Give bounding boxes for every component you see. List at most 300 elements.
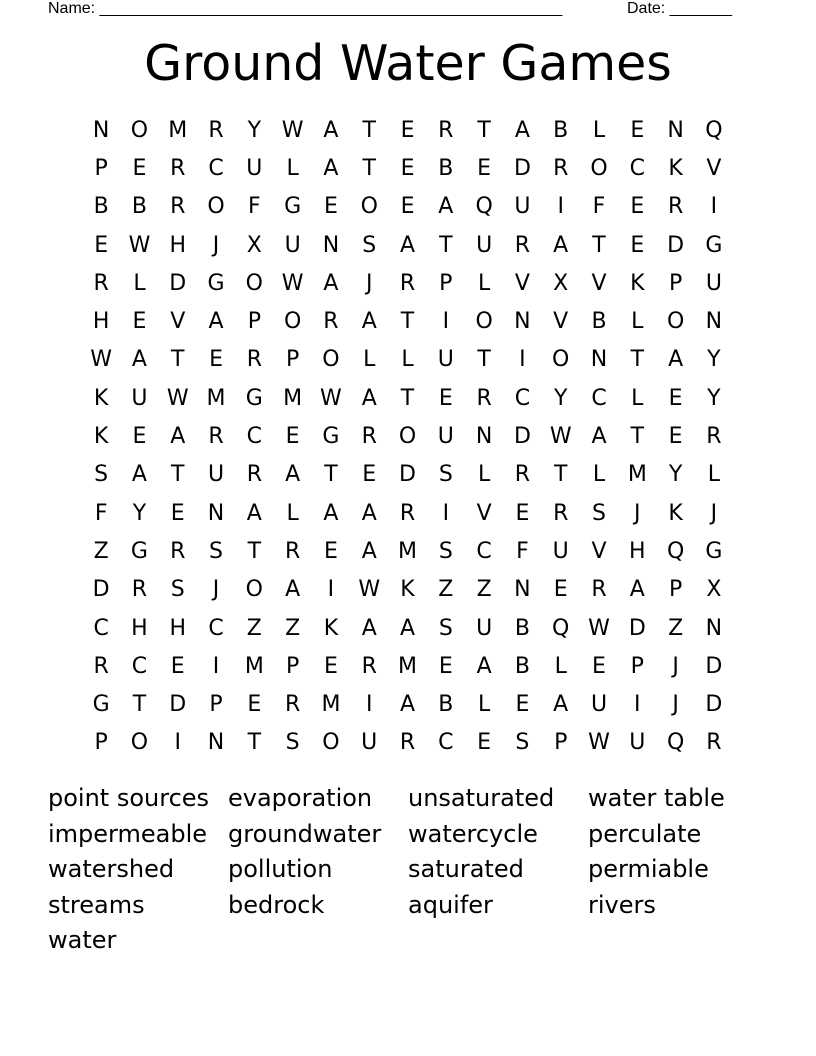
grid-letter[interactable]: A: [131, 347, 147, 373]
grid-letter[interactable]: A: [131, 462, 147, 488]
grid-letter[interactable]: I: [634, 692, 641, 718]
grid-letter[interactable]: A: [361, 385, 377, 411]
grid-letter[interactable]: L: [133, 270, 146, 296]
header: [0, 0, 816, 20]
grid-letter[interactable]: N: [590, 347, 608, 373]
grid-letter[interactable]: D: [705, 692, 723, 718]
grid-letter[interactable]: L: [592, 462, 606, 488]
grid-letter[interactable]: C: [514, 385, 531, 411]
grid-letter[interactable]: G: [705, 538, 723, 564]
grid-letter[interactable]: S: [515, 730, 530, 756]
grid-letter[interactable]: T: [630, 347, 645, 373]
grid-letter[interactable]: H: [131, 615, 148, 641]
grid-letter[interactable]: B: [93, 194, 109, 220]
grid-letter[interactable]: Z: [285, 615, 301, 641]
grid-letter[interactable]: L: [554, 653, 567, 679]
grid-letter[interactable]: E: [132, 424, 147, 450]
grid-letter[interactable]: P: [554, 730, 568, 756]
grid-letter[interactable]: S: [592, 500, 606, 526]
grid-letter[interactable]: L: [286, 155, 299, 181]
grid-letter[interactable]: T: [400, 309, 415, 335]
grid-letter[interactable]: L: [286, 500, 299, 526]
grid-letter[interactable]: W: [128, 232, 151, 258]
grid-letter[interactable]: B: [591, 309, 607, 335]
grid-letter[interactable]: C: [591, 385, 607, 411]
grid-letter[interactable]: G: [92, 692, 110, 718]
grid-letter[interactable]: E: [668, 424, 683, 450]
grid-letter[interactable]: G: [322, 424, 340, 450]
grid-letter[interactable]: A: [285, 577, 301, 603]
grid-letter[interactable]: A: [361, 309, 377, 335]
grid-letter[interactable]: C: [93, 615, 109, 641]
grid-letter[interactable]: G: [207, 270, 225, 296]
grid-letter[interactable]: Z: [93, 538, 109, 564]
grid-letter[interactable]: E: [477, 730, 492, 756]
grid-letter[interactable]: E: [553, 577, 568, 603]
grid-letter[interactable]: O: [322, 347, 340, 373]
grid-letter[interactable]: T: [553, 462, 568, 488]
grid-letter[interactable]: A: [668, 347, 684, 373]
grid-letter[interactable]: V: [170, 309, 186, 335]
grid-letter[interactable]: R: [361, 424, 377, 450]
grid-letter[interactable]: L: [477, 270, 491, 296]
grid-letter[interactable]: P: [668, 577, 683, 603]
grid-letter[interactable]: D: [92, 577, 110, 603]
grid-letter[interactable]: A: [323, 270, 339, 296]
grid-letter[interactable]: W: [90, 347, 113, 373]
grid-letter[interactable]: M: [321, 692, 341, 718]
grid-letter[interactable]: W: [549, 424, 572, 450]
grid-letter[interactable]: A: [629, 577, 645, 603]
grid-letter[interactable]: E: [94, 232, 109, 258]
grid-letter[interactable]: T: [477, 347, 491, 373]
grid-letter[interactable]: I: [519, 347, 526, 373]
grid-letter[interactable]: Y: [247, 117, 262, 143]
word-list-item: permiable: [588, 855, 709, 883]
grid-letter[interactable]: R: [170, 155, 186, 181]
grid-letter[interactable]: I: [365, 692, 373, 718]
grid-letter[interactable]: T: [171, 347, 185, 373]
grid-letter[interactable]: O: [130, 730, 149, 756]
grid-letter[interactable]: P: [94, 730, 108, 756]
grid-letter[interactable]: N: [514, 309, 531, 335]
grid-letter[interactable]: I: [442, 500, 450, 526]
grid-letter[interactable]: Z: [476, 577, 492, 603]
grid-letter[interactable]: R: [438, 117, 454, 143]
grid-letter[interactable]: A: [476, 653, 492, 679]
grid-letter[interactable]: S: [94, 462, 109, 488]
grid-letter[interactable]: L: [631, 309, 644, 335]
grid-letter[interactable]: T: [592, 232, 606, 258]
grid-letter[interactable]: N: [92, 117, 110, 143]
grid-letter[interactable]: E: [630, 232, 645, 258]
grid-letter[interactable]: R: [284, 692, 301, 718]
grid-letter[interactable]: Q: [552, 615, 570, 641]
grid-letter[interactable]: R: [323, 309, 339, 335]
grid-letter[interactable]: C: [476, 538, 492, 564]
grid-letter[interactable]: D: [399, 462, 416, 488]
grid-letter[interactable]: E: [400, 194, 415, 220]
grid-letter[interactable]: H: [92, 309, 110, 335]
grid-letter[interactable]: U: [590, 692, 608, 718]
grid-letter[interactable]: D: [169, 692, 187, 718]
grid-letter[interactable]: R: [93, 270, 109, 296]
grid-letter[interactable]: R: [131, 577, 148, 603]
grid-letter[interactable]: U: [476, 232, 493, 258]
grid-letter[interactable]: E: [170, 500, 185, 526]
grid-letter[interactable]: R: [514, 232, 531, 258]
grid-letter[interactable]: N: [475, 424, 493, 450]
grid-letter[interactable]: V: [706, 155, 722, 181]
grid-letter[interactable]: S: [438, 462, 453, 488]
grid-letter[interactable]: T: [400, 385, 415, 411]
grid-letter[interactable]: H: [169, 615, 187, 641]
word-list-item: water table: [588, 784, 725, 812]
grid-letter[interactable]: L: [707, 462, 721, 488]
grid-letter[interactable]: R: [399, 500, 416, 526]
grid-letter[interactable]: R: [93, 653, 109, 679]
grid-letter[interactable]: E: [630, 194, 645, 220]
grid-letter[interactable]: C: [208, 615, 224, 641]
grid-letter[interactable]: M: [627, 462, 647, 488]
grid-letter[interactable]: C: [246, 424, 263, 450]
grid-letter[interactable]: A: [399, 692, 416, 718]
grid-letter[interactable]: Q: [705, 117, 723, 143]
grid-letter[interactable]: W: [320, 385, 342, 411]
grid-letter[interactable]: J: [672, 653, 679, 679]
grid-letter[interactable]: I: [442, 309, 450, 335]
grid-letter[interactable]: K: [93, 424, 109, 450]
grid-letter[interactable]: W: [588, 730, 610, 756]
grid-letter[interactable]: A: [246, 500, 262, 526]
grid-letter[interactable]: O: [552, 347, 570, 373]
grid-letter[interactable]: R: [246, 462, 262, 488]
grid-letter[interactable]: W: [166, 385, 189, 411]
grid-letter[interactable]: V: [591, 538, 607, 564]
grid-letter[interactable]: O: [360, 194, 378, 220]
grid-letter[interactable]: E: [515, 692, 530, 718]
grid-letter[interactable]: N: [322, 232, 340, 258]
grid-letter[interactable]: B: [514, 615, 530, 641]
grid-letter[interactable]: A: [399, 615, 416, 641]
grid-letter[interactable]: A: [553, 232, 569, 258]
grid-letter[interactable]: A: [399, 232, 416, 258]
grid-letter[interactable]: C: [629, 155, 645, 181]
grid-letter[interactable]: R: [706, 730, 722, 756]
grid-letter[interactable]: T: [439, 232, 453, 258]
grid-letter[interactable]: U: [246, 155, 263, 181]
grid-letter[interactable]: M: [398, 653, 418, 679]
grid-letter[interactable]: N: [207, 730, 225, 756]
grid-letter[interactable]: X: [246, 232, 262, 258]
grid-letter[interactable]: E: [132, 309, 147, 335]
grid-letter[interactable]: O: [398, 424, 417, 450]
grid-letter[interactable]: E: [285, 424, 300, 450]
grid-letter[interactable]: A: [514, 117, 530, 143]
grid-letter[interactable]: P: [247, 309, 261, 335]
grid-letter[interactable]: B: [438, 155, 454, 181]
grid-letter[interactable]: T: [362, 117, 376, 143]
grid-letter[interactable]: Y: [668, 462, 683, 488]
grid-letter[interactable]: N: [705, 309, 723, 335]
grid-letter[interactable]: S: [170, 577, 185, 603]
grid-letter[interactable]: L: [401, 347, 414, 373]
word-list-item: impermeable: [48, 819, 208, 848]
grid-letter[interactable]: E: [515, 500, 530, 526]
date-field[interactable]: Date: _______: [627, 0, 732, 17]
grid-letter[interactable]: R: [706, 424, 722, 450]
grid-letter[interactable]: O: [130, 117, 149, 143]
grid-letter[interactable]: A: [323, 155, 339, 181]
grid-letter[interactable]: A: [323, 117, 339, 143]
grid-letter[interactable]: D: [667, 232, 685, 258]
grid-letter[interactable]: E: [362, 462, 377, 488]
grid-letter[interactable]: E: [170, 653, 185, 679]
grid-letter[interactable]: W: [281, 270, 304, 296]
grid-letter[interactable]: E: [438, 385, 453, 411]
grid-letter[interactable]: A: [170, 424, 186, 450]
grid-letter[interactable]: G: [245, 385, 263, 411]
grid-letter[interactable]: V: [591, 270, 607, 296]
grid-letter[interactable]: H: [629, 538, 646, 564]
grid-letter[interactable]: P: [285, 347, 300, 373]
grid-letter[interactable]: E: [438, 653, 453, 679]
grid-letter[interactable]: M: [244, 653, 264, 679]
grid-letter[interactable]: R: [399, 730, 416, 756]
grid-letter[interactable]: Q: [666, 538, 685, 564]
grid-letter[interactable]: C: [208, 155, 224, 181]
grid-letter[interactable]: Z: [668, 615, 684, 641]
grid-letter[interactable]: E: [247, 692, 262, 718]
grid-letter[interactable]: A: [591, 424, 607, 450]
grid-letter[interactable]: G: [284, 194, 302, 220]
grid-letter[interactable]: O: [283, 309, 302, 335]
grid-letter[interactable]: V: [514, 270, 530, 296]
grid-letter[interactable]: M: [398, 538, 418, 564]
grid-letter[interactable]: U: [131, 385, 148, 411]
grid-letter[interactable]: S: [438, 615, 453, 641]
grid-letter[interactable]: K: [323, 615, 339, 641]
grid-letter[interactable]: K: [630, 270, 645, 296]
grid-letter[interactable]: C: [131, 653, 148, 679]
grid-letter[interactable]: R: [553, 500, 569, 526]
grid-letter[interactable]: O: [475, 309, 493, 335]
grid-letter[interactable]: U: [361, 730, 378, 756]
grid-letter[interactable]: H: [169, 232, 187, 258]
grid-letter[interactable]: K: [93, 385, 109, 411]
grid-letter[interactable]: P: [668, 270, 683, 296]
grid-letter[interactable]: N: [514, 577, 531, 603]
grid-letter[interactable]: J: [634, 500, 641, 526]
grid-letter[interactable]: O: [245, 270, 263, 296]
grid-letter[interactable]: V: [476, 500, 492, 526]
grid-letter[interactable]: E: [400, 117, 415, 143]
grid-letter[interactable]: V: [553, 309, 569, 335]
grid-letter[interactable]: X: [553, 270, 569, 296]
grid-letter[interactable]: T: [477, 117, 491, 143]
grid-letter[interactable]: P: [209, 692, 223, 718]
grid-letter[interactable]: I: [212, 653, 220, 679]
grid-letter[interactable]: R: [170, 538, 186, 564]
grid-letter[interactable]: G: [705, 232, 723, 258]
grid-letter[interactable]: J: [672, 692, 679, 718]
grid-letter[interactable]: S: [209, 538, 224, 564]
grid-letter[interactable]: L: [477, 692, 491, 718]
grid-letter[interactable]: R: [476, 385, 492, 411]
grid-letter[interactable]: K: [668, 500, 683, 526]
grid-letter[interactable]: Y: [132, 500, 147, 526]
grid-letter[interactable]: A: [361, 538, 377, 564]
grid-letter[interactable]: P: [630, 653, 644, 679]
grid-letter[interactable]: O: [207, 194, 225, 220]
grid-letter[interactable]: U: [437, 424, 454, 450]
grid-letter[interactable]: S: [438, 538, 453, 564]
grid-letter[interactable]: U: [705, 270, 722, 296]
grid-letter[interactable]: F: [248, 194, 261, 220]
grid-letter[interactable]: K: [668, 155, 683, 181]
grid-letter[interactable]: E: [592, 653, 606, 679]
grid-letter[interactable]: M: [168, 117, 188, 143]
grid-letter[interactable]: T: [247, 730, 262, 756]
grid-letter[interactable]: W: [588, 615, 610, 641]
grid-letter[interactable]: D: [169, 270, 187, 296]
grid-letter[interactable]: U: [514, 194, 531, 220]
grid-letter[interactable]: N: [207, 500, 225, 526]
grid-letter[interactable]: R: [246, 347, 262, 373]
grid-letter[interactable]: I: [557, 194, 564, 220]
name-field[interactable]: Name: ____________________________________________________: [48, 0, 563, 17]
grid-letter[interactable]: R: [667, 194, 684, 220]
grid-letter[interactable]: Y: [553, 385, 568, 411]
grid-letter[interactable]: R: [399, 270, 416, 296]
grid-letter[interactable]: E: [323, 194, 338, 220]
grid-letter[interactable]: T: [630, 424, 645, 450]
grid-letter[interactable]: E: [209, 347, 223, 373]
grid-letter[interactable]: U: [629, 730, 646, 756]
grid-letter[interactable]: U: [284, 232, 301, 258]
page-title: Ground Water Games: [144, 35, 672, 92]
grid-letter[interactable]: T: [247, 538, 262, 564]
grid-letter[interactable]: Y: [707, 385, 721, 411]
grid-letter[interactable]: E: [132, 155, 147, 181]
grid-letter[interactable]: W: [358, 577, 381, 603]
grid-letter[interactable]: R: [208, 117, 224, 143]
grid-letter[interactable]: L: [631, 385, 644, 411]
grid-letter[interactable]: A: [361, 500, 377, 526]
grid-letter[interactable]: R: [514, 462, 531, 488]
grid-letter[interactable]: U: [552, 538, 569, 564]
grid-letter[interactable]: R: [284, 538, 301, 564]
grid-letter[interactable]: P: [285, 653, 300, 679]
grid-letter[interactable]: E: [400, 155, 415, 181]
grid-letter[interactable]: A: [553, 692, 569, 718]
grid-letter[interactable]: M: [283, 385, 303, 411]
grid-letter[interactable]: B: [514, 653, 530, 679]
grid-letter[interactable]: I: [327, 577, 335, 603]
grid-letter[interactable]: D: [513, 424, 531, 450]
grid-letter[interactable]: Z: [438, 577, 454, 603]
grid-letter[interactable]: E: [668, 385, 683, 411]
grid-letter[interactable]: I: [174, 730, 181, 756]
grid-letter[interactable]: U: [207, 462, 225, 488]
word-list: [48, 781, 768, 959]
grid-letter[interactable]: S: [362, 232, 377, 258]
grid-letter[interactable]: I: [710, 194, 718, 220]
grid-letter[interactable]: P: [439, 270, 453, 296]
grid-letter[interactable]: R: [361, 653, 377, 679]
grid-letter[interactable]: D: [628, 615, 646, 641]
grid-letter[interactable]: F: [516, 538, 529, 564]
grid-letter[interactable]: T: [324, 462, 338, 488]
grid-letter[interactable]: R: [591, 577, 607, 603]
grid-letter[interactable]: L: [477, 462, 491, 488]
grid-letter[interactable]: E: [477, 155, 492, 181]
grid-letter[interactable]: K: [400, 577, 415, 603]
grid-letter[interactable]: J: [365, 270, 373, 296]
grid-letter[interactable]: N: [705, 615, 723, 641]
grid-letter[interactable]: O: [666, 309, 685, 335]
grid-letter[interactable]: B: [438, 692, 454, 718]
grid-letter[interactable]: R: [170, 194, 186, 220]
grid-letter[interactable]: J: [212, 577, 220, 603]
grid-letter[interactable]: A: [361, 615, 377, 641]
grid-letter[interactable]: Z: [246, 615, 262, 641]
grid-letter[interactable]: Q: [475, 194, 493, 220]
grid-letter[interactable]: B: [553, 117, 569, 143]
grid-letter[interactable]: E: [630, 117, 645, 143]
grid-letter[interactable]: G: [130, 538, 148, 564]
grid-letter[interactable]: T: [171, 462, 185, 488]
grid-letter[interactable]: O: [590, 155, 608, 181]
grid-letter[interactable]: F: [94, 500, 108, 526]
grid-letter[interactable]: Q: [666, 730, 685, 756]
grid-letter[interactable]: M: [206, 385, 226, 411]
word-list-item: evaporation: [228, 784, 373, 812]
grid-letter[interactable]: O: [322, 730, 340, 756]
grid-letter[interactable]: A: [323, 500, 339, 526]
word-list-item: groundwater: [228, 819, 382, 848]
grid-letter[interactable]: A: [285, 462, 301, 488]
grid-letter[interactable]: S: [285, 730, 300, 756]
grid-letter[interactable]: C: [438, 730, 454, 756]
grid-letter[interactable]: B: [131, 194, 147, 220]
grid-letter[interactable]: F: [592, 194, 606, 220]
grid-letter[interactable]: U: [476, 615, 493, 641]
grid-letter[interactable]: E: [323, 653, 338, 679]
grid-letter[interactable]: T: [362, 155, 376, 181]
grid-letter[interactable]: N: [667, 117, 684, 143]
grid-letter[interactable]: P: [94, 155, 108, 181]
grid-letter[interactable]: J: [212, 232, 220, 258]
grid-letter[interactable]: J: [710, 500, 718, 526]
grid-letter[interactable]: O: [245, 577, 263, 603]
grid-letter[interactable]: E: [323, 538, 338, 564]
grid-letter[interactable]: D: [705, 653, 723, 679]
grid-letter[interactable]: A: [438, 194, 454, 220]
grid-letter[interactable]: W: [281, 117, 304, 143]
grid-letter[interactable]: Y: [707, 347, 721, 373]
grid-letter[interactable]: T: [132, 692, 147, 718]
grid-letter[interactable]: L: [363, 347, 376, 373]
grid-letter[interactable]: R: [208, 424, 224, 450]
word-list-item: unsaturated: [408, 784, 555, 812]
grid-letter[interactable]: L: [592, 117, 606, 143]
grid-letter[interactable]: D: [513, 155, 531, 181]
grid-letter[interactable]: X: [706, 577, 722, 603]
grid-letter[interactable]: R: [553, 155, 569, 181]
grid-letter[interactable]: U: [437, 347, 454, 373]
grid-letter[interactable]: A: [208, 309, 224, 335]
